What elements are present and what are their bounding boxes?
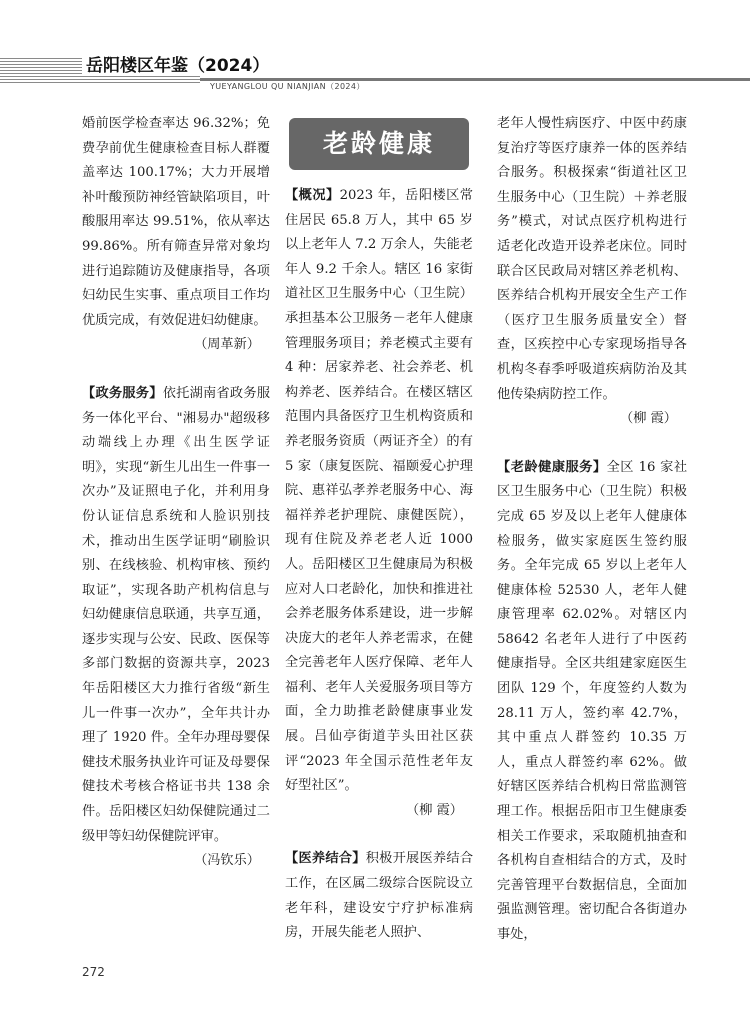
section-medical-elderly-care <box>285 847 473 945</box>
author-credit: （冯钦乐） <box>194 853 260 869</box>
section-spacer <box>285 823 473 847</box>
section-body: 依托湖南省政务服务一体化平台、"湘易办"超级移动端线上办理《出生医学证明》，实现“新生儿出生一件事一次办”及证照电子化，并利用身份认证信息系统和人脸识别技术，推动出生医学证明“刷脸识别、在线核验、机构审核、预约取证”，实现各助产机构信息与妇幼健康信息联通，共享互通，逐步实现与公安、民政、医保等多部门数据的资源共享，2023 年岳阳楼区大力推行省级“新生儿一件事一次办”，全年共计办理了 1920 件。全年办理母婴保健技术服务执业许可证及母婴保健技术考核合格证书共 138 余件。岳阳楼区妇幼保健院通过二级甲等妇幼保健院评审。 <box>82 385 271 844</box>
section-title: 【概况】 <box>285 188 340 203</box>
section-body: 全区 16 家社区卫生服务中心（卫生院）积极完成 65 岁及以上老年人健康体检服务，做实家庭医生签约服务。全年完成 65 岁以上老年人健康体检 52530 人，老年人健康管理率 62.02%。对辖区内 58642 名老年人进行了中医药健康指导。全区共组建家庭医生团队 129 个，年度签约人数为 28.11 万人，签约率 42.7%，其中重点人群签约 10.35 万人，重点人群签约率 62%。做好辖区医养结合机构日常监测管理工作。根据岳阳市卫生健康委相关工作要求，采取随机抽查和各机构自查相结合的方式，及时完善管理平台数据信息，全面加强监测管理。密切配合各街道办事处， <box>497 459 688 942</box>
paragraph-maternal-health: 婚前医学检查率达 96.32%；免费孕前优生健康检查目标人群覆盖率达 100.17%；大力开展增补叶酸预防神经管缺陷项目，叶酸服用率达 99.51%，依从率达 99.86%。所有筛查异常对象均进行追踪随访及健康指导，各项妇幼民生实事、重点项目工作均优质完成，有效促进妇幼健康。 <box>82 116 270 328</box>
page-number: 272 <box>82 965 105 979</box>
author-credit: （柳 霞） <box>620 411 677 427</box>
section-banner-elderly-health: 老龄健康 <box>289 118 469 170</box>
running-header-title: 岳阳楼区年鉴（2024） <box>82 56 275 76</box>
text-column-middle <box>285 118 473 946</box>
paragraph-medical-elderly-care-cont: 老年人慢性病医疗、中医中药康复治疗等医疗康养一体的医养结合服务。积极探索“街道社区卫生服务中心（卫生院）＋养老服务”模式，对试点医疗机构进行适老化改造开设养老床位。同时联合区民政局对辖区养老机构、医养结合机构开展安全生产工作（医疗卫生服务质量安全）督查，区疾控中心专家现场指导各机构冬春季呼吸道疾病防治及其他传染病防控工作。 <box>497 116 687 402</box>
section-government-services <box>82 382 270 849</box>
section-spacer <box>82 358 270 382</box>
text-column-right <box>497 112 687 948</box>
section-spacer <box>497 432 687 456</box>
section-body: 积极开展医养结合工作，在区属二级综合医院设立老年科，建设安宁疗护标准病房，开展失能老人照护、 <box>285 851 474 941</box>
section-overview <box>285 184 473 799</box>
author-credit: （柳 霞） <box>406 802 463 818</box>
running-header-subtitle: YUEYANGLOU QU NIANJIAN（2024） <box>210 82 365 91</box>
section-title: 【医养结合】 <box>285 851 366 867</box>
section-title: 【政务服务】 <box>82 385 163 401</box>
section-elderly-health-services <box>497 456 687 948</box>
author-credit: （周革新） <box>194 337 260 353</box>
section-title: 【老龄健康服务】 <box>497 459 607 475</box>
text-column-left <box>82 112 270 874</box>
section-body: 2023 年，岳阳楼区常住居民 65.8 万人，其中 65 岁以上老年人 7.2 万余人，失能老年人 9.2 千余人。辖区 16 家街道社区卫生服务中心（卫生院）承担基本公卫服务－老年人健康管理服务项目；养老模式主要有 4 种：居家养老、社会养老、机构养老、医养结合。在楼区辖区范围内具备医疗卫生机构资质和养老服务资质（两证齐全）的有 5 家（康复医院、福颐爱心护理院、惠祥弘孝养老服务中心、海福祥养老护理院、康健医院），现有住院及养老老人近 1000 人。岳阳楼区卫生健康局为积极应对人口老龄化，加快和推进社会养老服务体系建设，进一步解决庞大的老年人养老需求，在健全完善老年人医疗保障、老年人福利、老年人关爱服务项目等方面，全力助推老龄健康事业发展。吕仙亭街道芋头田社区获评“2023 年全国示范性老年友好型社区”。 <box>285 188 473 794</box>
